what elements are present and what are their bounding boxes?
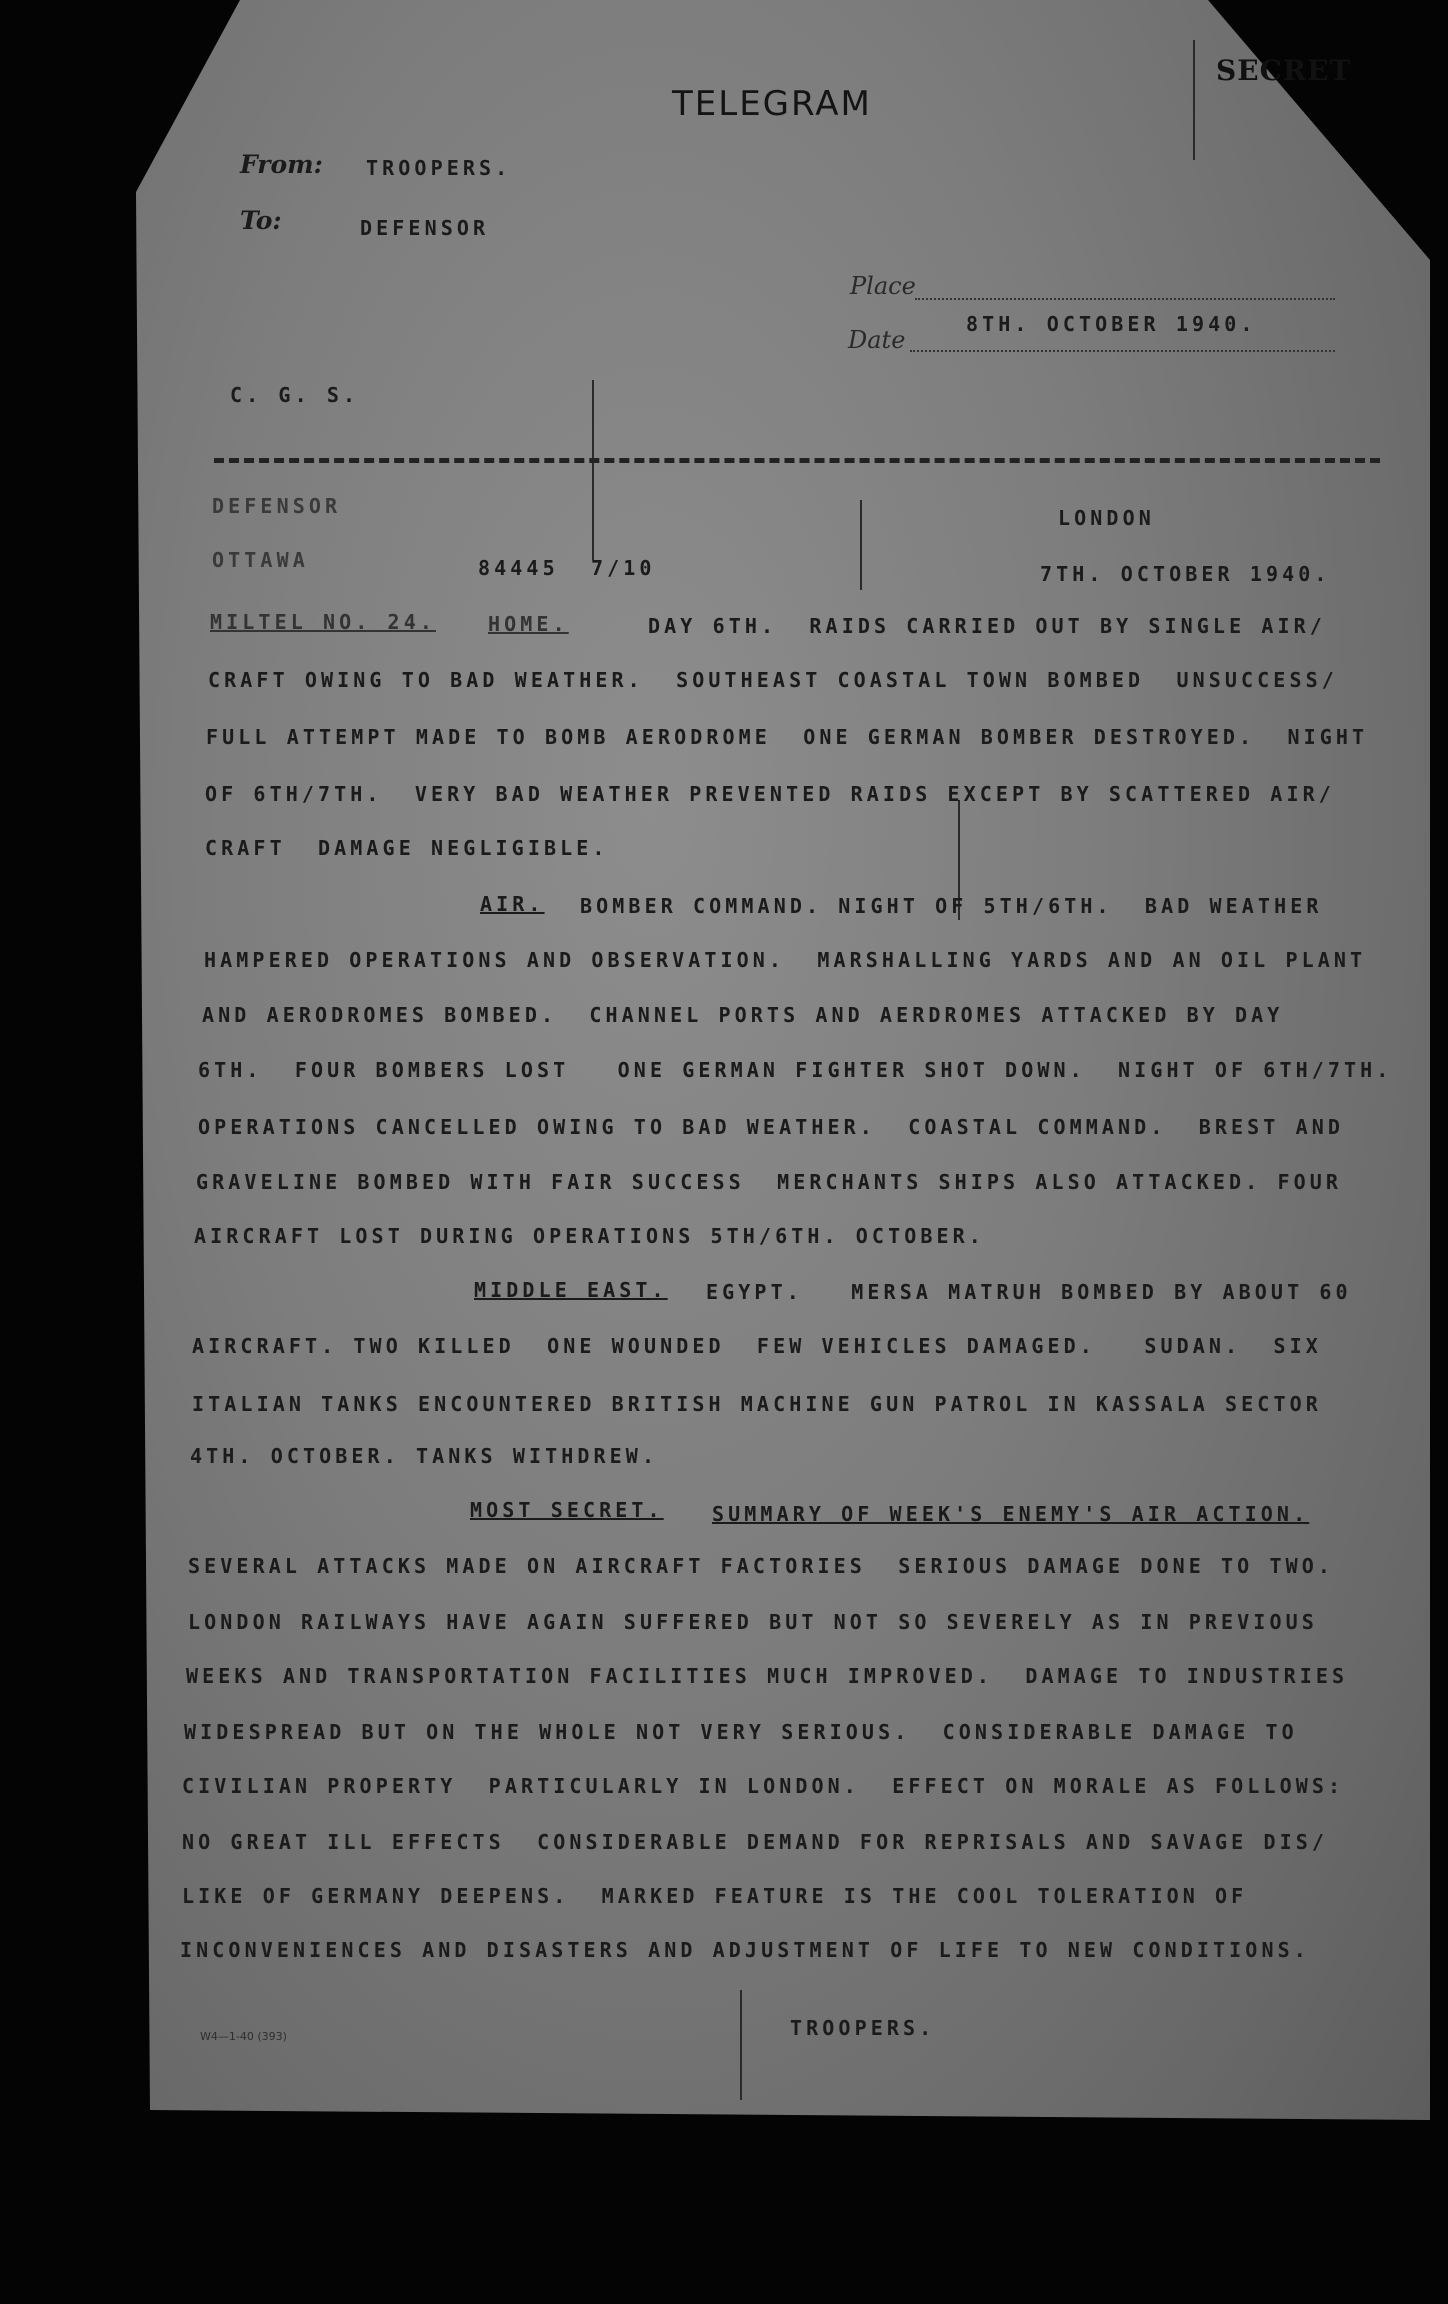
date-value: 8TH. OCTOBER 1940. [966,312,1257,336]
paper-crease [1193,40,1195,160]
ref-place: OTTAWA [212,548,309,572]
signature: TROOPERS. [790,2016,936,2040]
middle-east-line: ITALIAN TANKS ENCOUNTERED BRITISH MACHINE GUN PATROL IN KASSALA SECTOR [192,1392,1322,1416]
most-secret-line: LIKE OF GERMANY DEEPENS. MARKED FEATURE IS THE COOL TOLERATION OF [182,1884,1248,1908]
middle-east-line: EGYPT. MERSA MATRUH BOMBED BY ABOUT 60 [706,1280,1352,1304]
middle-east-line: 4TH. OCTOBER. TANKS WITHDREW. [190,1444,659,1468]
paper-crease [860,500,862,590]
air-line: HAMPERED OPERATIONS AND OBSERVATION. MARSHALLING YARDS AND AN OIL PLANT [204,948,1367,972]
home-line: DAY 6TH. RAIDS CARRIED OUT BY SINGLE AIR/ [648,614,1326,638]
most-secret-subheading: SUMMARY OF WEEK'S ENEMY'S AIR ACTION. [712,1502,1310,1526]
ref-number: 84445 7/10 [478,556,656,580]
air-line: 6TH. FOUR BOMBERS LOST ONE GERMAN FIGHTER SHOT DOWN. NIGHT OF 6TH/7TH. [198,1058,1393,1082]
most-secret-line: WIDESPREAD BUT ON THE WHOLE NOT VERY SERIOUS. CONSIDERABLE DAMAGE TO [184,1720,1298,1744]
most-secret-line: WEEKS AND TRANSPORTATION FACILITIES MUCH IMPROVED. DAMAGE TO INDUSTRIES [186,1664,1349,1688]
home-line: CRAFT OWING TO BAD WEATHER. SOUTHEAST COASTAL TOWN BOMBED UNSUCCESS/ [208,668,1338,692]
document-title: TELEGRAM [672,84,872,124]
separator-line [214,458,1380,463]
place-label: Place [850,272,916,300]
paper-crease [740,1990,742,2100]
most-secret-line: NO GREAT ILL EFFECTS CONSIDERABLE DEMAND FOR REPRISALS AND SAVAGE DIS/ [182,1830,1329,1854]
date-line [910,350,1335,352]
paper-crease [592,380,594,560]
to-label: To: [240,206,282,235]
most-secret-line: LONDON RAILWAYS HAVE AGAIN SUFFERED BUT NOT SO SEVERELY AS IN PREVIOUS [188,1610,1318,1634]
most-secret-line: INCONVENIENCES AND DISASTERS AND ADJUSTMENT OF LIFE TO NEW CONDITIONS. [180,1938,1310,1962]
from-label: From: [240,150,323,179]
from-value: TROOPERS. [366,156,512,180]
most-secret-line: CIVILIAN PROPERTY PARTICULARLY IN LONDON. EFFECT ON MORALE AS FOLLOWS: [182,1774,1345,1798]
section-middle-east-heading: MIDDLE EAST. [474,1278,668,1302]
section-most-secret-heading: MOST SECRET. [470,1498,664,1522]
middle-east-line: AIRCRAFT. TWO KILLED ONE WOUNDED FEW VEHICLES DAMAGED. SUDAN. SIX [192,1334,1322,1358]
home-line: CRAFT DAMAGE NEGLIGIBLE. [205,836,609,860]
addressee: C. G. S. [230,383,360,407]
routing-to: DEFENSOR [212,494,342,518]
place-line [915,298,1335,300]
section-air-heading: AIR. [480,892,545,916]
air-line: GRAVELINE BOMBED WITH FAIR SUCCESS MERCHANTS SHIPS ALSO ATTACKED. FOUR [196,1170,1343,1194]
most-secret-line: SEVERAL ATTACKS MADE ON AIRCRAFT FACTORIES SERIOUS DAMAGE DONE TO TWO. [188,1554,1335,1578]
section-home-heading: HOME. [488,612,569,636]
to-value: DEFENSOR [360,216,490,240]
air-line: AND AERODROMES BOMBED. CHANNEL PORTS AND AERDROMES ATTACKED BY DAY [202,1003,1284,1027]
air-line: BOMBER COMMAND. NIGHT OF 5TH/6TH. BAD WEATHER [580,894,1323,918]
classification-stamp: SECRET [1216,54,1352,87]
form-number: W4—1-40 (393) [200,2030,287,2043]
miltel-number: MILTEL NO. 24. [210,610,436,634]
air-line: OPERATIONS CANCELLED OWING TO BAD WEATHER. COASTAL COMMAND. BREST AND [198,1115,1345,1139]
ref-date: 7TH. OCTOBER 1940. [1040,562,1331,586]
home-line: FULL ATTEMPT MADE TO BOMB AERODROME ONE GERMAN BOMBER DESTROYED. NIGHT [206,725,1369,749]
air-line: AIRCRAFT LOST DURING OPERATIONS 5TH/6TH. OCTOBER. [194,1224,985,1248]
date-label: Date [848,326,906,354]
routing-from: LONDON [1058,506,1155,530]
home-line: OF 6TH/7TH. VERY BAD WEATHER PREVENTED RAIDS EXCEPT BY SCATTERED AIR/ [205,782,1335,806]
